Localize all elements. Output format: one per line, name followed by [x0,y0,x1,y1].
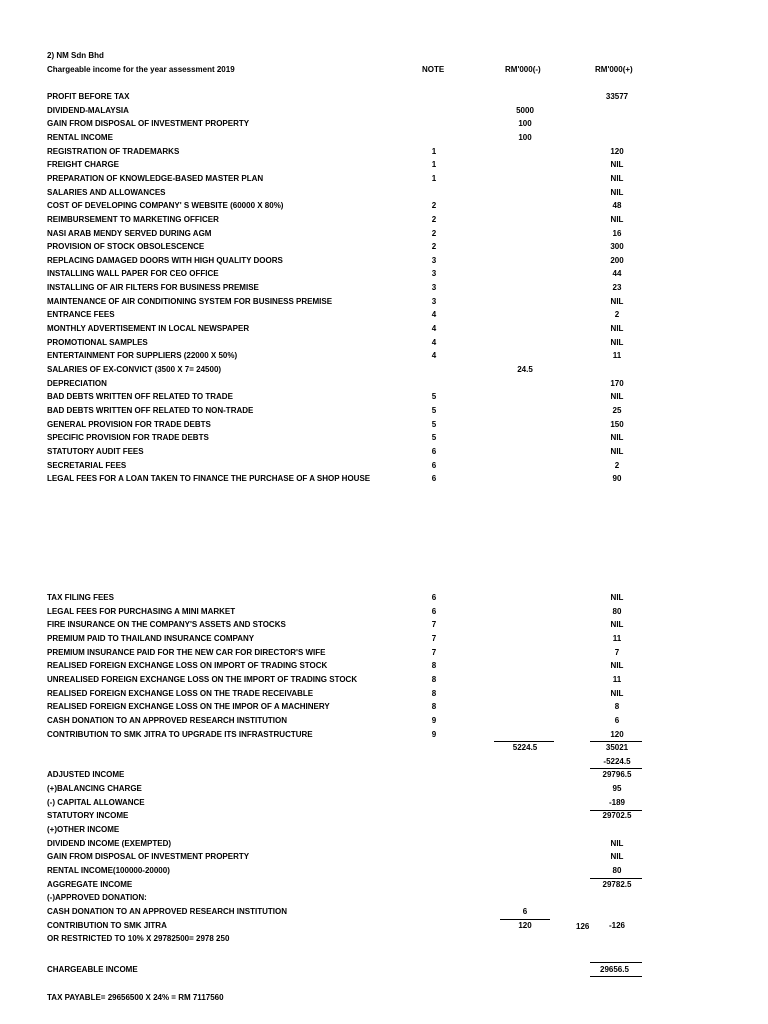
row-addition: 95 [612,784,622,794]
aggregate-rule [590,878,642,879]
table-row [0,593,768,606]
row-label: ENTERTAINMENT FOR SUPPLIERS (22000 X 50%) [47,351,238,361]
table-row [0,661,768,674]
table-row [0,119,768,132]
chargeable-income-label: CHARGEABLE INCOME [47,965,138,974]
row-addition: 300 [610,242,624,252]
row-label: REIMBURSEMENT TO MARKETING OFFICER [47,214,219,224]
row-label: REALISED FOREIGN EXCHANGE LOSS ON THE TRADE RECEIVABLE [47,688,314,698]
row-addition: -5224.5 [603,756,631,766]
row-note: 4 [431,324,437,334]
table-row [0,379,768,392]
table-row [0,133,768,146]
row-label: BAD DEBTS WRITTEN OFF RELATED TO NON-TRADE [47,405,254,415]
row-label: SPECIFIC PROVISION FOR TRADE DEBTS [47,433,209,443]
row-label: GAIN FROM DISPOSAL OF INVESTMENT PROPERTY [47,119,250,129]
row-note: 3 [431,255,437,265]
row-addition: NIL [610,187,624,197]
chargeable-income-value: 29656.5 [600,965,629,974]
table-row [0,839,768,852]
row-note: 7 [431,620,437,630]
row-label: SALARIES AND ALLOWANCES [47,187,166,197]
table-row [0,338,768,351]
table-row [0,907,768,920]
row-note: 3 [431,283,437,293]
table-row [0,634,768,647]
row-note: 8 [431,674,437,684]
row-label: CASH DONATION TO AN APPROVED RESEARCH INSTITUTION [47,906,288,916]
table-row [0,256,768,269]
row-addition: NIL [610,296,624,306]
table-row [0,474,768,487]
row-addition: NIL [610,446,624,456]
row-label: REGISTRATION OF TRADEMARKS [47,146,180,156]
row-note: 6 [431,446,437,456]
row-addition: 29796.5 [602,770,632,780]
row-label: CASH DONATION TO AN APPROVED RESEARCH INSTITUTION [47,715,288,725]
table-row [0,365,768,378]
table-row [0,201,768,214]
table-row [0,174,768,187]
table-row [0,620,768,633]
row-label: STATUTORY AUDIT FEES [47,446,144,456]
row-label: FIRE INSURANCE ON THE COMPANY'S ASSETS AND STOCKS [47,620,286,630]
row-deduction: 100 [518,132,532,142]
row-addition: NIL [610,593,624,602]
row-addition: NIL [610,620,624,630]
row-note: 8 [431,688,437,698]
row-addition: 120 [610,146,624,156]
table-row [0,283,768,296]
row-note: 5 [431,405,437,415]
row-note: 5 [431,419,437,429]
table-row [0,770,768,783]
row-addition: 2 [614,460,620,470]
row-addition: 29702.5 [602,811,632,821]
row-addition: 2 [614,310,620,320]
row-note: 3 [431,269,437,279]
row-addition: 29782.5 [602,879,632,889]
row-label: LEGAL FEES FOR PURCHASING A MINI MARKET [47,606,236,616]
table-row [0,893,768,906]
row-addition: NIL [610,688,624,698]
row-label: PREPARATION OF KNOWLEDGE-BASED MASTER PLAN [47,173,264,183]
chargeable-rule-bottom [590,976,642,977]
deduction-column-header: RM'000(-) [505,65,541,74]
table-row [0,866,768,879]
row-addition: 33577 [605,92,629,101]
table-row [0,825,768,838]
row-addition: NIL [610,838,624,848]
row-addition: 80 [612,866,622,875]
row-deduction: 6 [522,906,528,916]
table-row [0,743,768,756]
row-addition: 35021 [605,743,629,753]
row-label: PREMIUM PAID TO THAILAND INSURANCE COMPANY [47,633,255,643]
row-addition: 7 [614,647,620,657]
row-note: 6 [431,593,437,602]
row-label: UNREALISED FOREIGN EXCHANGE LOSS ON THE IMPORT OF TRADING STOCK [47,674,358,684]
row-addition: 120 [610,729,624,739]
total-rule-additions [590,741,642,742]
table-row [0,702,768,715]
row-label: DIVIDEND-MALAYSIA [47,105,129,115]
row-note: 6 [431,606,437,616]
row-note: 1 [431,160,437,170]
row-addition: 44 [612,269,622,279]
row-label: TAX FILING FEES [47,593,114,602]
row-addition: -126 [608,920,625,930]
row-addition: 80 [612,606,622,616]
row-label: MONTHLY ADVERTISEMENT IN LOCAL NEWSPAPER [47,324,250,334]
row-addition: 11 [612,351,622,361]
row-label: SALARIES OF EX-CONVICT (3500 X 7= 24500) [47,365,222,374]
row-note: 8 [431,661,437,671]
row-label: CONTRIBUTION TO SMK JITRA TO UPGRADE ITS INFRASTRUCTURE [47,729,313,739]
table-row [0,297,768,310]
row-label: ADJUSTED INCOME [47,770,125,780]
row-addition: 23 [612,283,622,293]
row-addition: NIL [610,160,624,170]
row-label: PREMIUM INSURANCE PAID FOR THE NEW CAR FOR DIRECTOR'S WIFE [47,647,326,657]
row-deduction: 24.5 [517,365,533,374]
row-label: INSTALLING WALL PAPER FOR CEO OFFICE [47,269,219,279]
row-note: 5 [431,433,437,443]
row-note: 3 [431,296,437,306]
row-label: AGGREGATE INCOME [47,879,133,889]
row-addition: -189 [608,797,625,807]
table-row [0,461,768,474]
table-row [0,188,768,201]
row-label: INSTALLING OF AIR FILTERS FOR BUSINESS PREMISE [47,283,259,293]
table-row [0,675,768,688]
table-row [0,648,768,661]
row-label: REALISED FOREIGN EXCHANGE LOSS ON THE IMPOR OF A MACHINERY [47,702,330,712]
table-row [0,310,768,323]
row-note: 9 [431,729,437,739]
table-row [0,160,768,173]
row-note: 2 [431,214,437,224]
row-addition: 90 [612,474,622,484]
table-row [0,798,768,811]
row-label: GAIN FROM DISPOSAL OF INVESTMENT PROPERTY [47,852,250,862]
row-label: (+)BALANCING CHARGE [47,784,142,794]
table-row [0,757,768,770]
row-note: 2 [431,228,437,238]
row-addition: 8 [614,702,620,712]
table-row [0,106,768,119]
addition-column-header: RM'000(+) [595,65,633,74]
document-subtitle: Chargeable income for the year assessment 2019 [47,65,235,74]
table-row [0,324,768,337]
row-label: GENERAL PROVISION FOR TRADE DEBTS [47,419,211,429]
row-deduction: 120 [518,920,532,930]
row-addition: NIL [610,337,624,347]
row-addition: 48 [612,201,622,211]
row-note: 4 [431,351,437,361]
note-column-header: NOTE [422,65,445,74]
row-addition: 6 [614,715,620,725]
row-note: 1 [431,146,437,156]
statutory-rule [590,810,642,811]
row-note: 6 [431,474,437,484]
row-note: 9 [431,715,437,725]
table-row [0,242,768,255]
table-row [0,406,768,419]
table-row [0,934,768,947]
row-note: 2 [431,242,437,252]
table-row [0,351,768,364]
table-row [0,607,768,620]
row-addition: NIL [610,661,624,671]
row-note: 4 [431,337,437,347]
table-row [0,92,768,105]
row-label: NASI ARAB MENDY SERVED DURING AGM [47,228,212,238]
row-label: FREIGHT CHARGE [47,160,119,170]
document-title: 2) NM Sdn Bhd [47,51,104,60]
subtotal-rule [590,768,642,769]
row-note: 7 [431,633,437,643]
row-label: PROFIT BEFORE TAX [47,92,130,101]
row-label: REALISED FOREIGN EXCHANGE LOSS ON IMPORT OF TRADING STOCK [47,661,328,671]
row-label: RENTAL INCOME [47,132,113,142]
chargeable-rule-top [590,962,642,963]
row-note: 5 [431,392,437,402]
row-addition: NIL [610,392,624,402]
row-label: DIVIDEND INCOME (EXEMPTED) [47,838,172,848]
table-row [0,880,768,893]
row-addition: NIL [610,173,624,183]
row-label: (-)APPROVED DONATION: [47,893,147,903]
row-addition: 25 [612,405,622,415]
row-addition: NIL [610,214,624,224]
row-addition: 200 [610,255,624,265]
row-deduction: 5224.5 [512,743,538,753]
row-deduction: 100 [518,119,532,129]
row-note: 7 [431,647,437,657]
row-label: (+)OTHER INCOME [47,825,120,835]
table-row [0,392,768,405]
table-row [0,447,768,460]
row-addition: 11 [612,633,622,643]
table-row [0,147,768,160]
row-label: ENTRANCE FEES [47,310,115,320]
row-addition: 170 [610,378,624,388]
donation-rule [500,919,550,920]
row-note: 1 [431,173,437,183]
donation-total-value: 126 [576,922,590,931]
table-row [0,433,768,446]
row-label: OR RESTRICTED TO 10% X 29782500= 2978 250 [47,934,230,944]
row-label: RENTAL INCOME(100000-20000) [47,866,170,875]
row-label: MAINTENANCE OF AIR CONDITIONING SYSTEM FOR BUSINESS PREMISE [47,296,333,306]
tax-payable-line: TAX PAYABLE= 29656500 X 24% = RM 7117560 [47,993,224,1002]
table-row [0,420,768,433]
row-addition: 11 [612,674,622,684]
row-addition: NIL [610,324,624,334]
table-row [0,784,768,797]
row-addition: NIL [610,433,624,443]
row-label: COST OF DEVELOPING COMPANY' S WEBSITE (60000 X 80%) [47,201,284,211]
row-label: DEPRECIATION [47,378,107,388]
row-addition: 16 [612,228,622,238]
table-row [0,269,768,282]
row-label: STATUTORY INCOME [47,811,129,821]
row-label: CONTRIBUTION TO SMK JITRA [47,920,167,930]
row-label: LEGAL FEES FOR A LOAN TAKEN TO FINANCE THE PURCHASE OF A SHOP HOUSE [47,474,371,484]
table-row [0,811,768,824]
table-row [0,921,768,934]
total-rule-deductions [494,741,554,742]
row-note: 4 [431,310,437,320]
row-note: 8 [431,702,437,712]
row-deduction: 5000 [516,105,534,115]
table-row [0,215,768,228]
table-row [0,852,768,865]
row-label: PROVISION OF STOCK OBSOLESCENCE [47,242,205,252]
row-note: 2 [431,201,437,211]
row-label: BAD DEBTS WRITTEN OFF RELATED TO TRADE [47,392,233,402]
row-label: (-) CAPITAL ALLOWANCE [47,797,145,807]
row-label: PROMOTIONAL SAMPLES [47,337,148,347]
row-label: SECRETARIAL FEES [47,460,127,470]
table-row [0,716,768,729]
table-row [0,689,768,702]
table-row [0,730,768,743]
row-note: 6 [431,460,437,470]
table-row [0,229,768,242]
row-label: REPLACING DAMAGED DOORS WITH HIGH QUALITY DOORS [47,255,283,265]
row-addition: 150 [610,419,624,429]
row-addition: NIL [610,852,624,862]
